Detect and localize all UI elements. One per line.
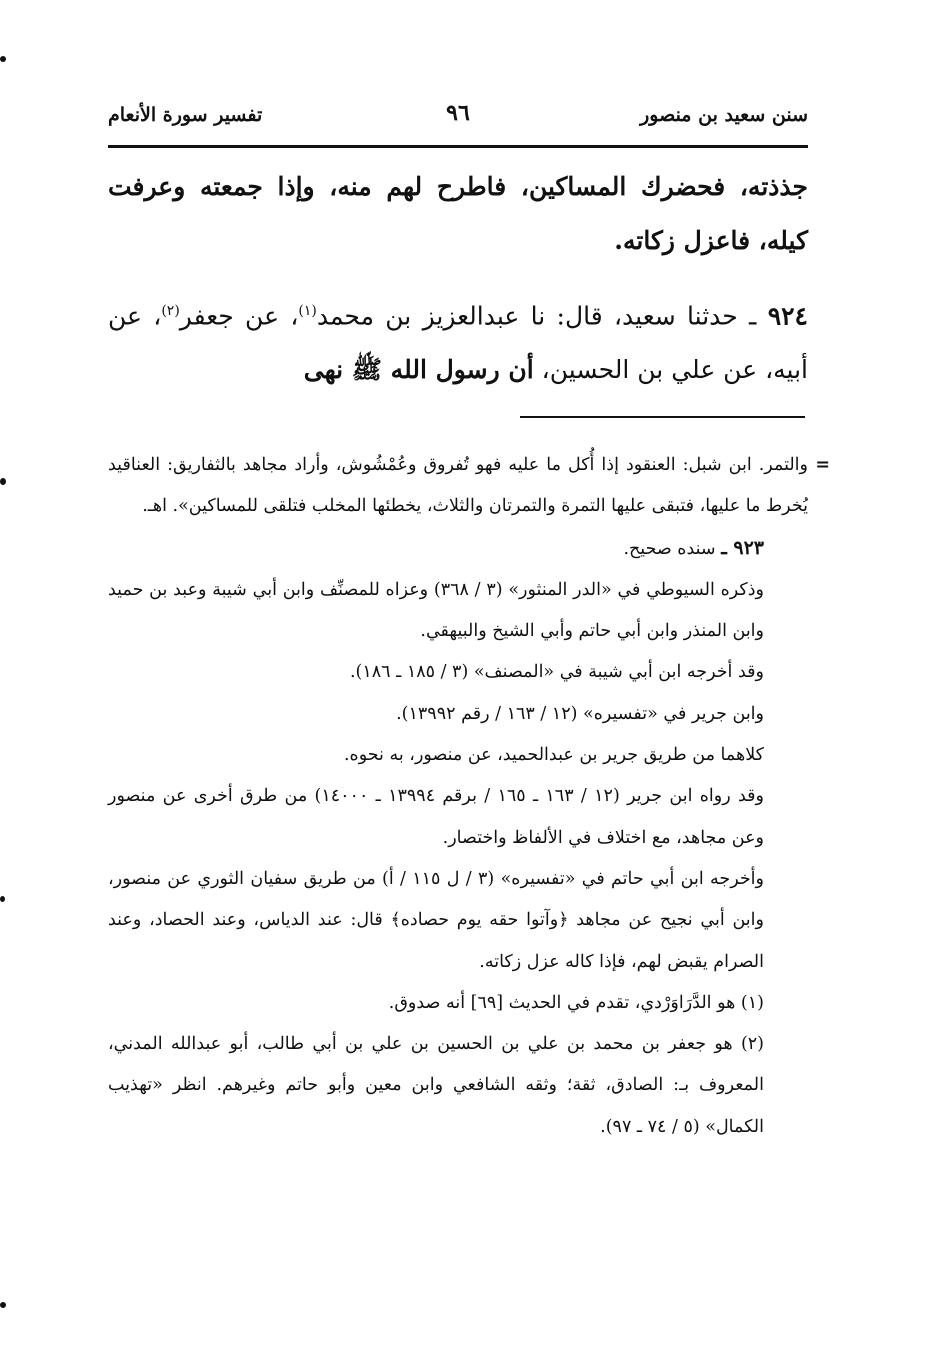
footnote-2: (٢) هو جعفر بن محمد بن علي بن الحسين بن علي بن أبي طالب، أبو عبدالله المدني، المعروف بـ: الصادق، ثقة؛ وثقه الشافعي وابن معين وأبو حاتم وغيرهم. انظر «تهذيب الكمال» (٥ / ٧٤ ـ ٩٧).: [108, 1034, 764, 1137]
note-ibn-abi-shaybah: وقد أخرجه ابن أبي شيبة في «المصنف» (٣ / ١٨٥ ـ ١٨٦).: [349, 662, 764, 683]
hadith-dash: ـ: [749, 301, 757, 331]
hadith-isnad-1: حدثنا سعيد، قال: نا عبدالعزيز بن محمد: [316, 301, 738, 331]
footnote-separator: [520, 416, 805, 418]
scan-edge-mark: [0, 56, 6, 62]
note-923-number: ٩٢٣ ـ: [721, 536, 764, 559]
note-continuation: [108, 445, 830, 528]
footnote-ref-2: (٢): [161, 303, 180, 319]
hadith-924: [108, 284, 808, 397]
note-923: [108, 528, 808, 570]
note-both: كلاهما من طريق جرير بن عبدالحميد، عن منصور، به نحوه.: [343, 745, 764, 766]
continuation-mark: =: [815, 455, 830, 475]
header-rule: [108, 145, 808, 148]
hadith-number: ٩٢٤: [767, 301, 808, 331]
section-title: تفسير سورة الأنعام: [108, 104, 263, 126]
scan-edge-mark: [0, 1302, 6, 1308]
hadith-isnad-2: ، عن جعفر: [179, 301, 299, 331]
hadith-isnad-3: ، عن أبيه، عن علي بن الحسين،: [108, 301, 808, 385]
note-ibn-abi-hatim: وأخرجه ابن أبي حاتم في «تفسيره» (٣ / ل ١١٥ / أ) من طريق سفيان الثوري عن منصور، وابن أبي نجيح عن مجاهد ﴿وآتوا حقه يوم حصاده﴾ قال: عند الدياس، وعند الحصاد، وعند الصرام يقبض لهم، فإذا كاله عزل زكاته.: [108, 868, 764, 972]
footnote-ref-1: (١): [298, 303, 317, 319]
note-continuation-text: والتمر. ابن شبل: العنقود إذا أُكل ما عليه فهو تُفروق وعُمْشُوش، وأراد مجاهد بالثفاريق: العناقيد يُخرط ما عليها، فتبقى عليها التمرة والتمرتان والثلاث، يخطئها المخلب فتلقى للمساكين». اهـ.: [108, 455, 808, 517]
footnote-1: (١) هو الدَّرَاوَرْدي، تقدم في الحديث [٦٩] أنه صدوق.: [388, 992, 764, 1013]
note-rawahu: وقد رواه ابن جرير (١٢ / ١٦٣ ـ ١٦٥ / برقم ١٣٩٩٤ ـ ١٤٠٠٠) من طرق أخرى عن منصور وعن مجاهد، مع اختلاف في الألفاظ واختصار.: [108, 786, 764, 848]
page-number: ٩٦: [446, 100, 470, 126]
hadith-matn: أن رسول الله ﷺ نهى: [303, 355, 534, 385]
scan-edge-mark: [0, 478, 6, 485]
book-title: سنن سعيد بن منصور: [640, 104, 808, 126]
notes-section: [108, 445, 830, 1148]
running-header: [108, 98, 808, 138]
note-923-text: سنده صحيح.: [623, 538, 716, 559]
main-text-continuation: جذذته، فحضرك المساكين، فاطرح لهم منه، وإذا جمعته وعرفت كيله، فاعزل زكاته.: [108, 172, 808, 255]
note-suyuti: وذكره السيوطي في «الدر المنثور» (٣ / ٣٦٨) وعزاه للمصنِّف وابن أبي شيبة وعبد بن حميد وابن المنذر وابن أبي حاتم وأبي الشيخ والبيهقي.: [108, 579, 764, 642]
note-ibn-jarir: وابن جرير في «تفسيره» (١٢ / ١٦٣ / رقم ١٣٩٩٢).: [396, 703, 764, 724]
scan-edge-mark: [0, 896, 5, 902]
